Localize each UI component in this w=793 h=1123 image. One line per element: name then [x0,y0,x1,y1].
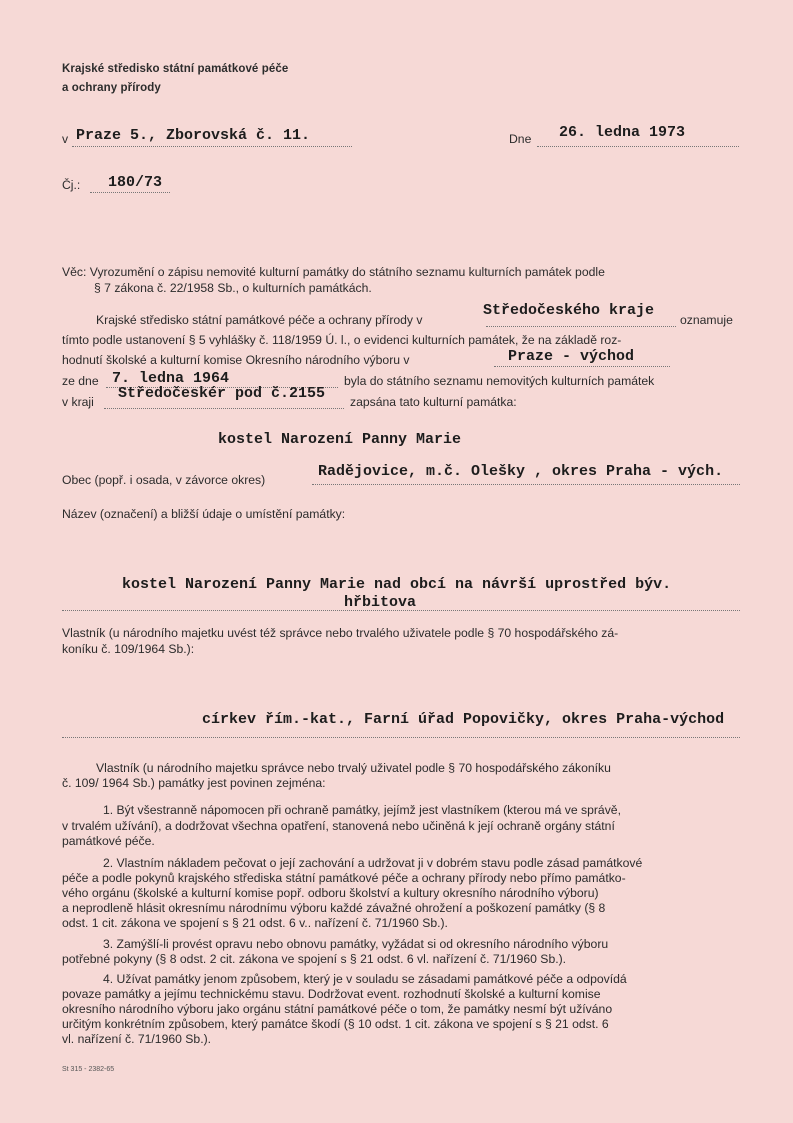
intro-line-4b: byla do státního seznamu nemovitých kulturních památek [344,374,655,388]
district-dotted-line [494,366,670,367]
subject-line-2: § 7 zákona č. 22/1958 Sb., o kulturních památkách. [94,281,372,295]
date-label: Dne [509,132,532,146]
region-dotted-line [486,326,676,327]
item-2-line-3: vého orgánu (školské a kulturní komise popř. odboru školství a kultury okresního národního výboru) [62,886,599,900]
item-4-line-2: povaze památky a jejímu technickému stavu. Dodržovat event. rozhodnutí školské a kulturní komise [62,987,601,1001]
region-value: Středočeského kraje [483,302,655,319]
intro-line-2: tímto podle ustanovení § 5 vyhlášky č. 118/1959 Ú. l., o evidenci kulturních památek, že na základě roz- [62,333,622,347]
place-dotted-line [72,146,352,147]
register-number-value: Středočeskér pod č.2155 [118,385,326,402]
intro-line-5b: zapsána tato kulturní památka: [350,395,517,409]
institution-line-2: a ochrany přírody [62,82,161,94]
item-4-line-1: 4. Užívat památky jenom způsobem, který je v souladu se zásadami památkové péče a odpovídá [103,972,627,986]
district-value: Praze - východ [508,348,635,365]
item-4-line-3: okresního národního výboru jako orgánu státní památkové péče o tom, že památky nesmí být užíváno [62,1002,613,1016]
owner-dotted-line [62,737,740,738]
obec-value: Radějovice, m.č. Olešky , okres Praha - vých. [318,463,724,480]
form-code: St 315 - 2382-65 [62,1066,115,1073]
nazev-dotted-line [62,610,740,611]
nazev-value-line-2: hřbitova [344,594,417,611]
nazev-value-line-1: kostel Narození Panny Marie nad obcí na návrší uprostřed býv. [122,576,672,593]
item-1-line-3: památkové péče. [62,834,155,848]
duties-intro-line-1: Vlastník (u národního majetku správce nebo trvalý uživatel podle § 70 hospodářského zákoníku [96,761,611,775]
date-dotted-line [537,146,739,147]
item-3-line-1: 3. Zamýšlí-li provést opravu nebo obnovu památky, vyžádat si od okresního národního výboru [103,937,609,951]
place-prefix: v [62,132,69,146]
item-2-line-5: odst. 1 cit. zákona ve spojení s § 21 odst. 6 v.. nařízení č. 71/1960 Sb.). [62,916,448,930]
institution-line-1: Krajské středisko státní památkové péče [62,63,289,75]
owner-label-line-2: koníku č. 109/1964 Sb.): [62,642,195,656]
ref-value: 180/73 [108,174,163,191]
register-dotted-line [104,408,344,409]
decision-date-value: 7. ledna 1964 [112,370,230,387]
item-1-line-2: v trvalém užívání), a dodržovat všechna opatření, stanovená nebo učiněná k její ochraně orgány státní [62,819,615,833]
duties-intro-line-2: č. 109/ 1964 Sb.) památky jest povinen zejména: [62,776,326,790]
item-1-line-1: 1. Být všestranně nápomocen při ochraně památky, jejímž jest vlastníkem (kterou má ve správě, [103,803,621,817]
owner-label-line-1: Vlastník (u národního majetku uvést též správce nebo trvalého uživatele podle § 70 hospodářského zá- [62,626,619,640]
intro-line-1b: oznamuje [680,313,733,327]
intro-line-1a: Krajské středisko státní památkové péče a ochrany přírody v [96,313,423,327]
ref-label: Čj.: [62,178,81,192]
subject-line-1: Věc: Vyrozumění o zápisu nemovité kulturní památky do státního seznamu kulturních památek podle [62,265,605,279]
owner-value: církev řím.-kat., Farní úřad Popovičky, okres Praha-východ [202,711,725,728]
place-value: Praze 5., Zborovská č. 11. [76,127,311,144]
nazev-label: Název (označení) a bližší údaje o umístění památky: [62,507,346,521]
item-4-line-4: určitým konkrétním způsobem, který památce škodí (§ 10 odst. 1 cit. zákona ve spojení s § 21 odst. 6 [62,1017,609,1031]
item-2-line-4: a neprodleně hlásit okresnímu národnímu výboru každé závažné ohrožení a poškození památky (§ 8 [62,901,606,915]
monument-title: kostel Narození Panny Marie [218,431,462,448]
ref-dotted-line [90,192,170,193]
item-2-line-1: 2. Vlastním nákladem pečovat o její zachování a udržovat ji v dobrém stavu podle zásad památkové [103,856,643,870]
item-3-line-2: potřebné pokyny (§ 8 odst. 2 cit. zákona ve spojení s § 21 odst. 6 vl. nařízení č. 71/1960 Sb.). [62,952,567,966]
intro-line-4a: ze dne [62,374,99,388]
intro-line-5a: v kraji [62,395,94,409]
item-2-line-2: péče a podle pokynů krajského střediska státní památkové péče a ochrany přírody nebo přímo památko- [62,871,626,885]
intro-line-3a: hodnutí školské a kulturní komise Okresního národního výboru v [62,353,410,367]
item-4-line-5: vl. nařízení č. 71/1960 Sb.). [62,1032,212,1046]
obec-dotted-line [312,484,740,485]
date-value: 26. ledna 1973 [559,124,686,141]
obec-label: Obec (popř. i osada, v závorce okres) [62,473,266,487]
